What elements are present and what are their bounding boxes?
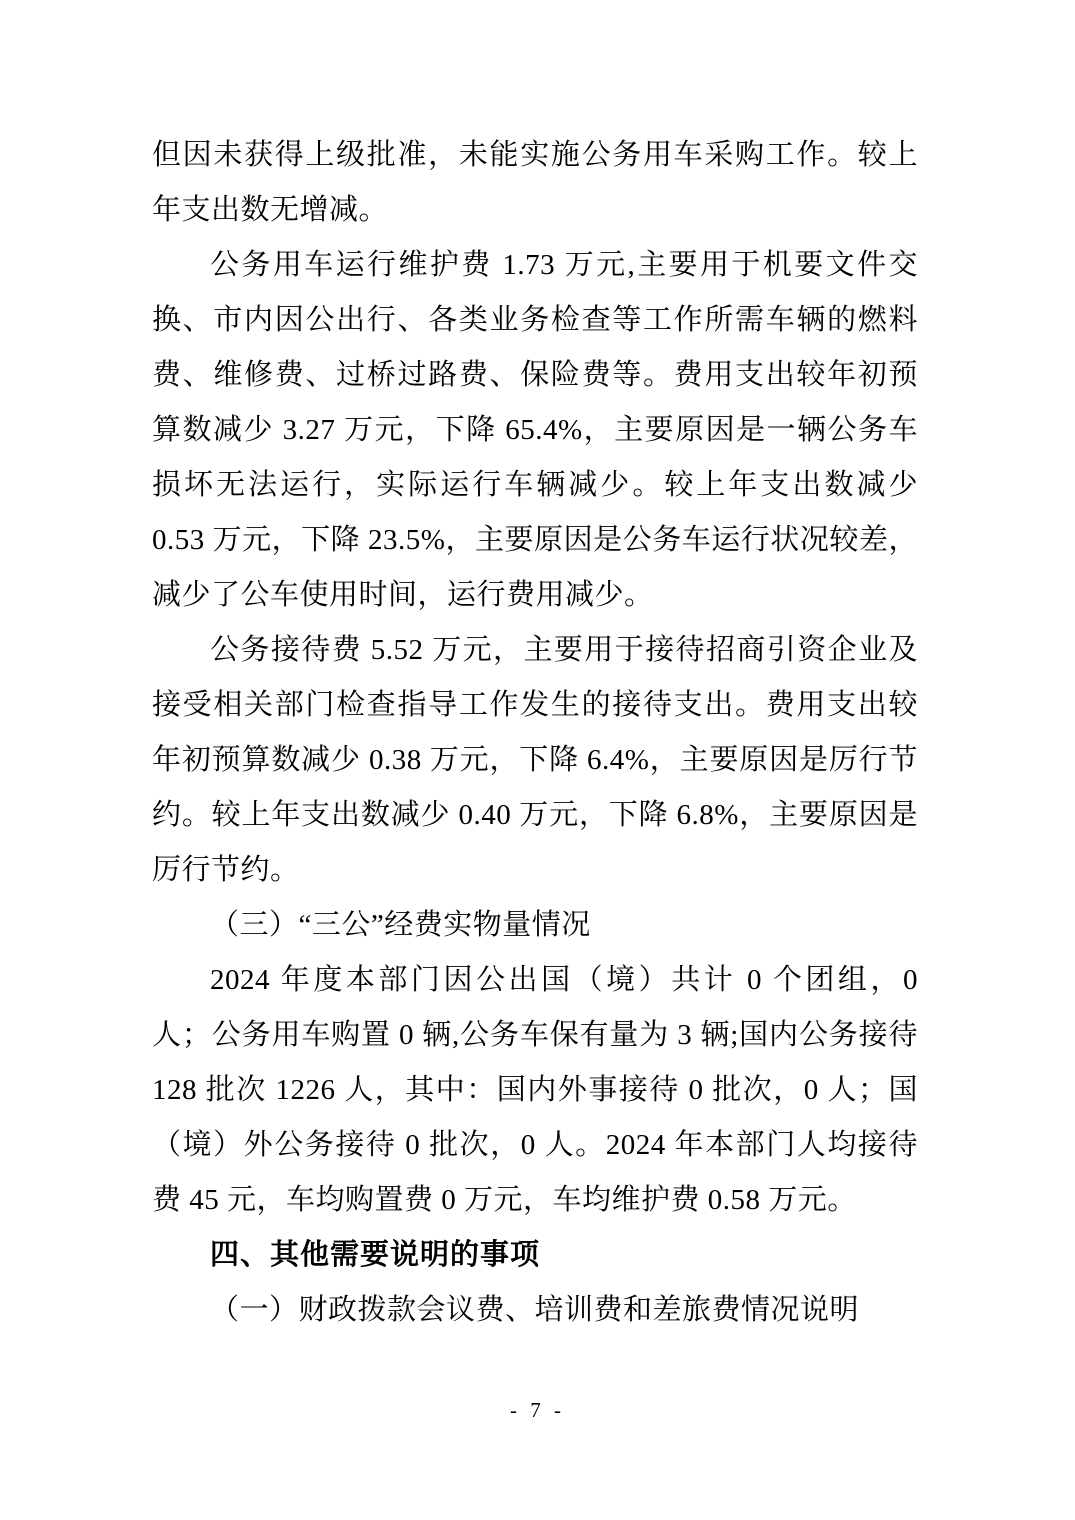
page-footer [0, 1398, 1075, 1423]
heading-section-four-other-matters: 四、其他需要说明的事项 [210, 1239, 541, 1271]
paragraph-three-public-expense-quantities: 2024 年度本部门因公出国（境）共计 0 个团组，0 人；公务用车购置 0 辆,公务车保有量为 3 辆;国内公务接待 128 批次 1226 人，其中：国内外事接待 0 批次，0 人；国（境）外公务接待 0 批次，0 人。2024 年本部门人均接待费 45 元，车均购置费 0 万元，车均维护费 0.58 万元。 [152, 964, 918, 1216]
heading-subsection-one-meeting-training-travel-fees: （一）财政拨款会议费、培训费和差旅费情况说明 [210, 1294, 860, 1326]
heading-section-three-public-expense-quantities: （三）“三公”经费实物量情况 [210, 909, 591, 941]
page-number: - 7 - [510, 1398, 565, 1422]
paragraph-vehicle-operation-maintenance-cost: 公务用车运行维护费 1.73 万元,主要用于机要文件交换、市内因公出行、各类业务检查等工作所需车辆的燃料费、维修费、过桥过路费、保险费等。费用支出较年初预算数减少 3.27 万元，下降 65.4%，主要原因是一辆公务车损坏无法运行，实际运行车辆减少。较上年支出数减少 0.53 万元，下降 23.5%，主要原因是公务车运行状况较差，减少了公车使用时间，运行费用减少。 [152, 249, 918, 611]
paragraph-official-reception-cost: 公务接待费 5.52 万元，主要用于接待招商引资企业及接受相关部门检查指导工作发生的接待支出。费用支出较年初预算数减少 0.38 万元，下降 6.4%，主要原因是厉行节约。较上年支出数减少 0.40 万元，下降 6.8%，主要原因是厉行节约。 [152, 634, 918, 886]
paragraph-vehicle-purchase-continued: 但因未获得上级批准，未能实施公务用车采购工作。较上年支出数无增减。 [152, 139, 918, 226]
document-content [152, 128, 918, 1338]
